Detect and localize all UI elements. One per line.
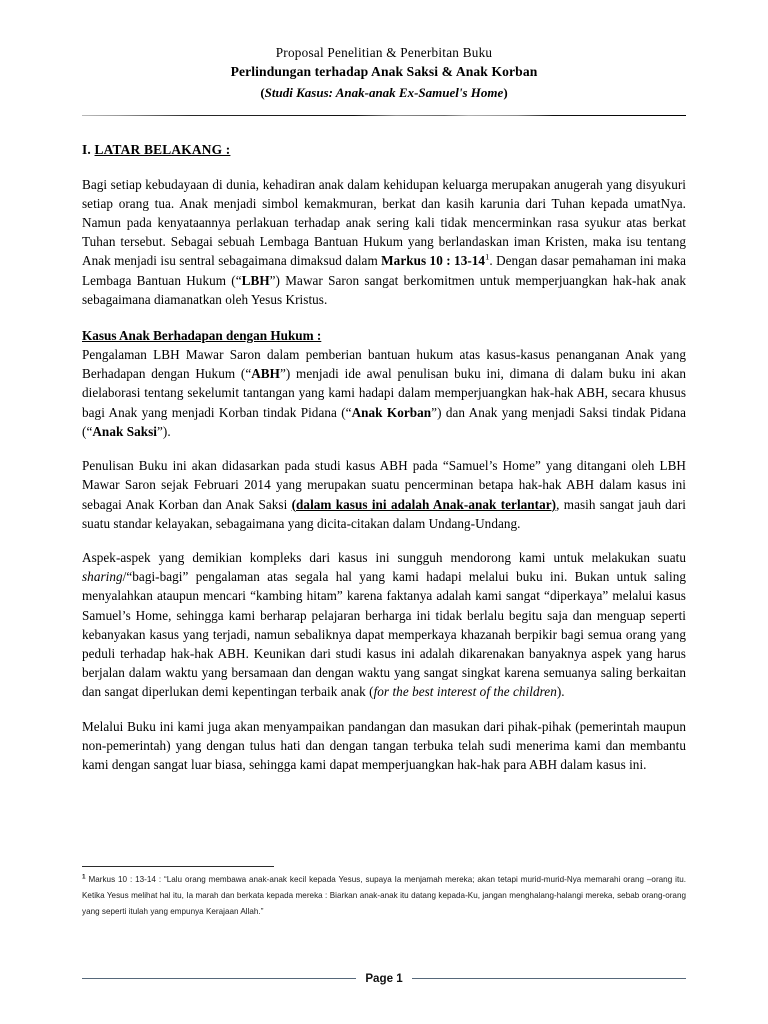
paragraph-pengalaman-lbh [82,345,686,441]
footer-rule-left [82,978,356,979]
para1-part1: Bagi setiap kebudayaan di dunia, kehadiran anak dalam kehidupan keluarga merupakan anugerah yang disyukuri setiap orang tua. Anak menjadi simbol kemakmuran, berkat dan kasih karunia dari Tuhan kepada umatNya. Namun pada kenyataannya perlakuan terhadap anak sering kali tidak mencerminkan rasa syukur atas berkat Tuhan tersebut. Sebagai sebuah Lembaga Bantuan Hukum yang berlandaskan iman Kristen, maka isu tentang Anak menjadi isu sentral sebagaimana dimaksud dalam [82,176,686,269]
paragraph-melalui-buku: Melalui Buku ini kami juga akan menyampaikan pandangan dan masukan dari pihak-pihak (pemerintah maupun non-pemerintah) yang dengan tulus hati dan dengan tangan terbuka telah sudi menerima kami dan membantu kami dengan sangat luar biasa, sehingga kami dapat memperjuangkan hak-hak para ABH dalam kasus ini. [82,718,686,772]
header-title-line-2: Perlindungan terhadap Anak Saksi & Anak Korban [230,64,538,80]
para4-best-interest-italic: for the best interest of the children [373,684,557,700]
para2-anak-korban-term: Anak Korban [351,404,432,420]
para1-part3: ”) Mawar Saron sangat berkomitmen untuk memperjuangkan hak-hak anak sebagaimana diamanatkan oleh Yesus Kristus. [82,272,687,307]
header-title-line-1: Proposal Penelitian & Penerbitan Buku [275,45,493,60]
para4-part2: /“bagi-bagi” pengalaman atas segala hal yang kami hadapi melalui buku ini. Bukan untuk saling menyalahkan ataupun mencari “kambing hitam” karena faktanya adalah kami sangat “diperkaya” melalui kasus Samuel’s Home, sehingga kami berharap pelajaran berharga ini tidak berlalu begitu saja dan menguap seperti kebanyakan kasus yang terjadi, namun sebaliknya dapat memperkaya khazanah berpikir bagi semua orang yang peduli terhadap hak-hak ABH. Keunikan dari studi kasus ini adalah dikarenakan banyaknya aspek yang harus berjalan dalam waktu yang bersamaan dan dengan waktu yang sangat singkat karena semuanya saling berkaitan dan sangat diperlukan demi kepentingan terbaik anak ( [82,569,686,700]
subheading-kasus-anak: Kasus Anak Berhadapan dengan Hukum : [82,327,322,343]
footnote-separator-rule [82,866,274,867]
para3-part2: , masih sangat jauh dari suatu standar kelayakan, sebagaimana yang dicita-citakan dalam Undang-Undang. [82,496,686,531]
para3-anak-terlantar-note: (dalam kasus ini adalah Anak-anak terlantar) [291,496,557,512]
paragraph-latar-belakang [82,175,686,309]
paragraph-penulisan-buku [82,456,686,533]
para2-anak-saksi-term: Anak Saksi [92,423,158,439]
para1-lbh-abbrev: LBH [241,272,270,288]
header-subtitle-close-paren: ) [503,85,508,101]
footer-rule-right [412,978,686,979]
page-number-label: Page 1 [365,972,403,985]
footnote-marker-1: 1 [485,252,490,262]
para2-part1: Pengalaman LBH Mawar Saron dalam pemberian bantuan hukum atas kasus-kasus penanganan Anak yang Berhadapan dengan Hukum (“ [82,347,686,382]
para2-abh-abbrev: ABH [251,366,280,382]
document-footer [82,972,686,985]
para4-sharing-italic: sharing [82,569,123,585]
para4-part3: ). [556,684,565,700]
para2-part2: ”) menjadi ide awal penulisan buku ini, dimana di dalam buku ini akan dielaborasi tentang sekelumit tantangan yang kami hadapi dalam memperjuangkan hak-hak ABH, secara khusus bagi Anak yang menjadi Korban tindak Pidana (“ [82,366,686,420]
para4-part1: Aspek-aspek yang demikian kompleks dari kasus ini sungguh mendorong kami untuk melakukan suatu [82,549,686,565]
section-heading [82,142,686,158]
header-divider-rule [82,115,686,116]
footnote-entry-1 [82,872,686,919]
para1-bible-reference: Markus 10 : 13-14 [381,253,486,269]
para1-part2: . Dengan dasar pemahaman ini maka Lembaga Bantuan Hukum (“ [82,253,686,288]
header-subtitle-line-3 [82,84,686,101]
footnote-area [82,866,686,919]
para2-part3: ”) dan Anak yang menjadi Saksi tindak Pidana (“ [82,404,687,439]
paragraph-aspek-kompleks [82,548,686,702]
footnote-number: 1 [82,873,86,881]
footnote-text: Markus 10 : 13-14 : “Lalu orang membawa anak-anak kecil kepada Yesus, supaya Ia menjamah mereka; akan tetapi murid-murid-Nya memarahi orang –orang itu. Ketika Yesus melihat hal itu, Ia marah dan berkata kepada mereka : Biarkan anak-anak itu datang kepada-Ku, jangan menghalang-halangi mereka, sebab orang-orang yang seperti itulah yang empunya Kerajaan Allah.” [82,875,686,916]
document-header [82,44,686,102]
para2-part4: ”). [157,423,171,439]
section-title-text: LATAR BELAKANG : [94,141,231,157]
header-subtitle-italic: Studi Kasus: Anak-anak Ex-Samuel's Home [264,85,504,101]
section-number: I. [82,141,91,157]
header-subtitle-open-paren: ( [260,85,265,101]
para3-part1: Penulisan Buku ini akan didasarkan pada studi kasus ABH pada “Samuel’s Home” yang ditangani oleh LBH Mawar Saron sejak Februari 2014 yang merupakan suatu pencerminan betapa hak-hak ABH dalam kasus ini sebagai Anak Korban dan Anak Saksi [82,458,686,512]
